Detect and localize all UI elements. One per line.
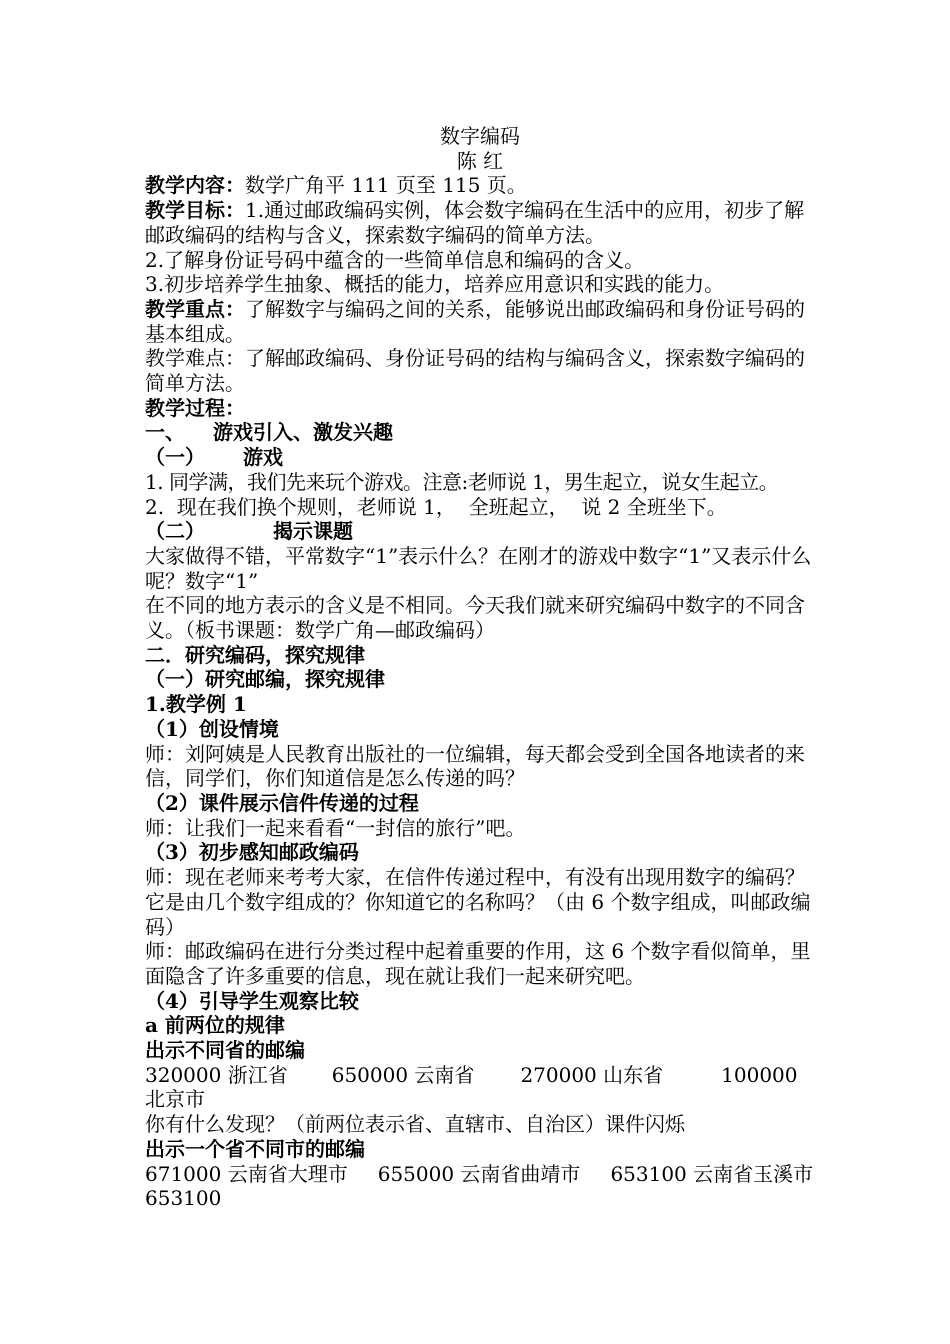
postcode-item: 270000 山东省 [520, 1062, 664, 1087]
step-4-heading: （4）引导学生观察比较 [145, 988, 359, 1013]
finding-text: 你有什么发现？（前两位表示省、直辖市、自治区）课件闪烁 [145, 1112, 685, 1137]
teaching-goals-label: 教学目标： [145, 198, 245, 223]
game-line-2: 2. 现在我们换个规则，老师说 1， 全班起立， 说 2 全班坐下。 [145, 494, 727, 519]
step-2-text: 师：让我们一起来看看“一封信的旅行”吧。 [145, 815, 526, 840]
game-line-1: 1. 同学满，我们先来玩个游戏。注意:老师说 1，男生起立，说女生起立。 [145, 469, 779, 494]
postcode-item: 650000 云南省 [331, 1062, 475, 1087]
teaching-goal-2: 2.了解身份证号码中蕴含的一些简单信息和编码的含义。 [145, 247, 645, 272]
province-postcodes [145, 1063, 815, 1112]
reveal-paragraph-2: 在不同的地方表示的含义是不相同。今天我们就来研究编码中数字的不同含义。（板书课题：数学广角—邮政编码） [145, 593, 805, 643]
teaching-content-text: 数学广角平 111 页至 115 页。 [245, 173, 527, 198]
document-author: 陈 红 [456, 148, 504, 173]
postcode-item: 653100 云南省玉溪市 653100 [145, 1161, 814, 1211]
city-postcodes [145, 1162, 815, 1211]
key-points [145, 297, 815, 346]
section-1-heading [145, 420, 815, 445]
postcode-item: 671000 云南省大理市 [145, 1161, 348, 1186]
teaching-goal-1: 1.通过邮政编码实例，体会数字编码在生活中的应用，初步了解邮政编码的结构与含义，探索数字编码的简单方法。 [145, 198, 805, 247]
document-title: 数字编码 [440, 124, 520, 148]
document-body [145, 124, 815, 1211]
step-3-heading: （3）初步感知邮政编码 [145, 840, 359, 865]
step-3-text-1: 师：现在老师来考考大家，在信件传递过程中，有没有出现用数字的编码？它是由几个数字组成的？你知道它的名称吗？（由 6 个数字组成，叫邮政编码） [145, 865, 811, 939]
difficulty: 教学难点：了解邮政编码、身份证号码的结构与编码含义，探索数字编码的简单方法。 [145, 346, 805, 396]
section-1-number: 一、 [145, 420, 185, 445]
step-1-heading: （1）创设情境 [145, 716, 279, 741]
section-1-sub-1 [145, 445, 815, 470]
teaching-goals [145, 198, 815, 247]
process-heading: 教学过程： [145, 395, 245, 420]
step-3-text-2: 师：邮政编码在进行分类过程中起着重要的作用，这 6 个数字看似简单，里面隐含了许多重要的信息，现在就让我们一起来研究吧。 [145, 939, 811, 988]
reveal-paragraph-1: 大家做得不错，平常数字“1”表示什么？在刚才的游戏中数字“1”又表示什么呢？数字“1” [145, 543, 812, 593]
section-1-sub-1-title: 游戏 [243, 445, 283, 470]
teaching-content [145, 173, 815, 198]
section-1-title: 游戏引入、激发兴趣 [213, 420, 393, 445]
section-1-sub-1-number: （一） [145, 445, 205, 470]
example-heading: 1.教学例 1 [145, 692, 247, 717]
section-2-sub-1: （一）研究邮编，探究规律 [145, 667, 385, 692]
postcode-item: 655000 云南省曲靖市 [377, 1161, 581, 1186]
section-2-heading: 二．研究编码，探究规律 [145, 642, 365, 667]
teaching-content-label: 教学内容： [145, 173, 245, 198]
step-1-text: 师：刘阿姨是人民教育出版社的一位编辑，每天都会受到全国各地读者的来信，同学们，你们知道信是怎么传递的吗？ [145, 741, 805, 791]
postcode-item: 100000 北京市 [145, 1062, 798, 1112]
province-postcodes-heading: 出示不同省的邮编 [145, 1038, 305, 1063]
key-points-text: 了解数字与编码之间的关系，能够说出邮政编码和身份证号码的基本组成。 [145, 296, 805, 346]
city-postcodes-heading: 出示一个省不同市的邮编 [145, 1136, 365, 1161]
rule-a-heading: a 前两位的规律 [145, 1013, 285, 1038]
section-1-sub-2-number: （二） [145, 519, 205, 544]
step-2-heading: （2）课件展示信件传递的过程 [145, 790, 419, 815]
section-1-sub-2-title: 揭示课题 [273, 519, 353, 544]
teaching-goal-3: 3.初步培养学生抽象、概括的能力，培养应用意识和实践的能力。 [145, 272, 725, 297]
postcode-item: 320000 浙江省 [145, 1062, 288, 1087]
key-points-label: 教学重点： [145, 296, 245, 321]
section-1-sub-2 [145, 519, 815, 544]
